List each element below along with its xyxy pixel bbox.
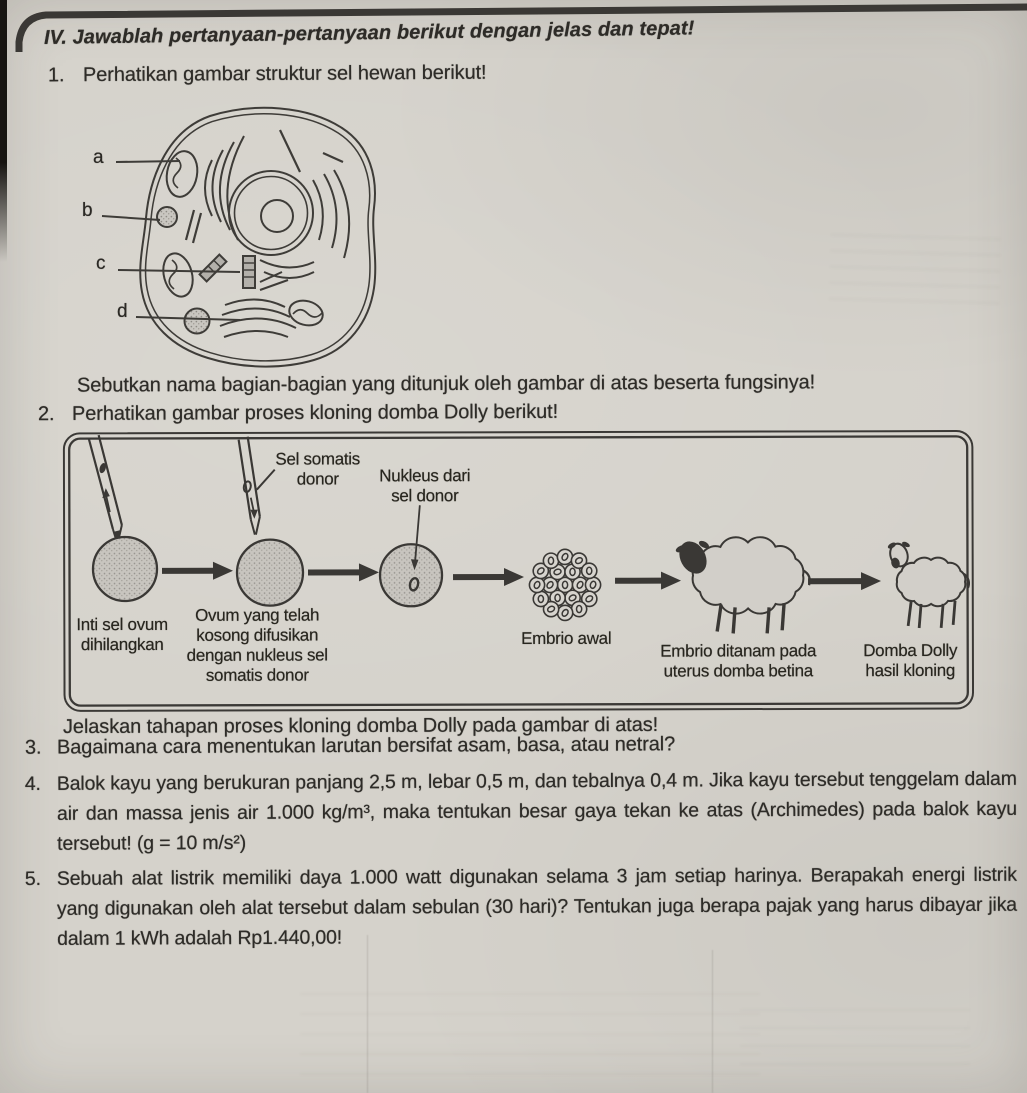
question-4-number: 4. [24, 772, 41, 796]
arrow-icon [808, 572, 881, 590]
vesicle-drawing [185, 309, 210, 334]
fused-ovum-drawing [380, 505, 442, 606]
question-5-number: 5. [24, 867, 41, 891]
cloning-label-early-embryo: Embrio awal [521, 628, 612, 648]
ovum-drawing [237, 540, 303, 606]
question-3-text: Bagaimana cara menentukan larutan bersifat asam, basa, atau netral? [56, 733, 676, 759]
cloning-label-implant: Embrio ditanam pada uterus domba betina [660, 641, 817, 681]
question-3 [25, 733, 675, 759]
question-2 [38, 401, 558, 426]
cell-membrane [140, 108, 375, 367]
cloning-label-fuse-ovum: Ovum yang telah kosong difusikan dengan nukleus sel somatis donor [186, 605, 328, 685]
animal-cell-drawing [60, 100, 408, 378]
cloning-figure [63, 430, 975, 712]
question-1-number: 1. [47, 64, 65, 87]
question-2-text: Perhatikan gambar proses kloning domba Dolly berikut! [71, 400, 559, 425]
question-1-text: Perhatikan gambar struktur sel hewan berikut! [82, 61, 487, 87]
animal-cell-figure [60, 100, 408, 378]
cloning-label-donor-cell: Sel somatis donor [275, 449, 361, 489]
lamb-drawing [887, 541, 969, 629]
arrow-icon [308, 563, 379, 581]
question-5-text: Sebuah alat listrik memiliki daya 1.000 watt digunakan selama 3 jam setiap harinya. Berapakah energi listrik yang digunakan oleh alat tersebut dalam sebulan (30 hari)? Tentukan juga berapa pajak yang harus dibayar jika dalam 1 kWh adalah Rp1.440,00! [56, 863, 1018, 950]
question-1 [48, 62, 487, 88]
sheep-drawing [674, 536, 810, 633]
cell-label-a: a [93, 147, 104, 168]
paper-crease [367, 935, 368, 1093]
section-title: IV. Jawablah pertanyaan-pertanyaan berikut dengan jelas dan tepat! [43, 17, 695, 49]
nucleus-drawing [229, 171, 313, 255]
paper-crease [712, 950, 713, 1093]
mitochondrion-drawing [159, 149, 326, 329]
cloning-label-nucleus: Nukleus dari sel donor [379, 466, 471, 506]
question-3-number: 3. [24, 736, 42, 759]
cloning-label-remove-nucleus: Inti sel ovum dihilangkan [76, 614, 168, 655]
arrow-icon [453, 568, 524, 586]
bleed-through-mark [740, 995, 970, 1065]
question-1-instruction: Sebutkan nama bagian-bagian yang ditunjuk oleh gambar di atas beserta fungsinya! [76, 371, 816, 397]
ovum-drawing [93, 537, 157, 601]
question-2-number: 2. [37, 403, 55, 426]
cell-label-b: b [82, 200, 93, 221]
question-4-text: Balok kayu yang berukuran panjang 2,5 m, lebar 0,5 m, dan tebalnya 0,4 m. Jika kayu tersebut tenggelam dalam air dan massa jenis air 1.000 kg/m³, maka tentukan besar gaya tekan ke atas (Archimedes) pada balok kayu tersebut! (g = 10 m/s²) [56, 767, 1018, 855]
question-2-instruction: Jelaskan tahapan proses kloning domba Dolly pada gambar di atas! [62, 713, 659, 739]
cell-label-c: c [96, 253, 106, 274]
arrow-icon [615, 572, 681, 590]
golgi-drawing [220, 272, 296, 337]
bleed-through-mark [829, 230, 1001, 304]
cloning-label-dolly: Domba Dolly hasil kloning [863, 640, 958, 681]
lysosome-drawing [157, 207, 177, 227]
embryo-drawing [529, 549, 600, 620]
cell-label-d: d [117, 301, 128, 322]
pipette-drawing [89, 435, 122, 544]
endoplasmic-reticulum-drawing [205, 136, 349, 278]
arrow-icon [162, 562, 233, 580]
bleed-through-mark [300, 975, 760, 1075]
